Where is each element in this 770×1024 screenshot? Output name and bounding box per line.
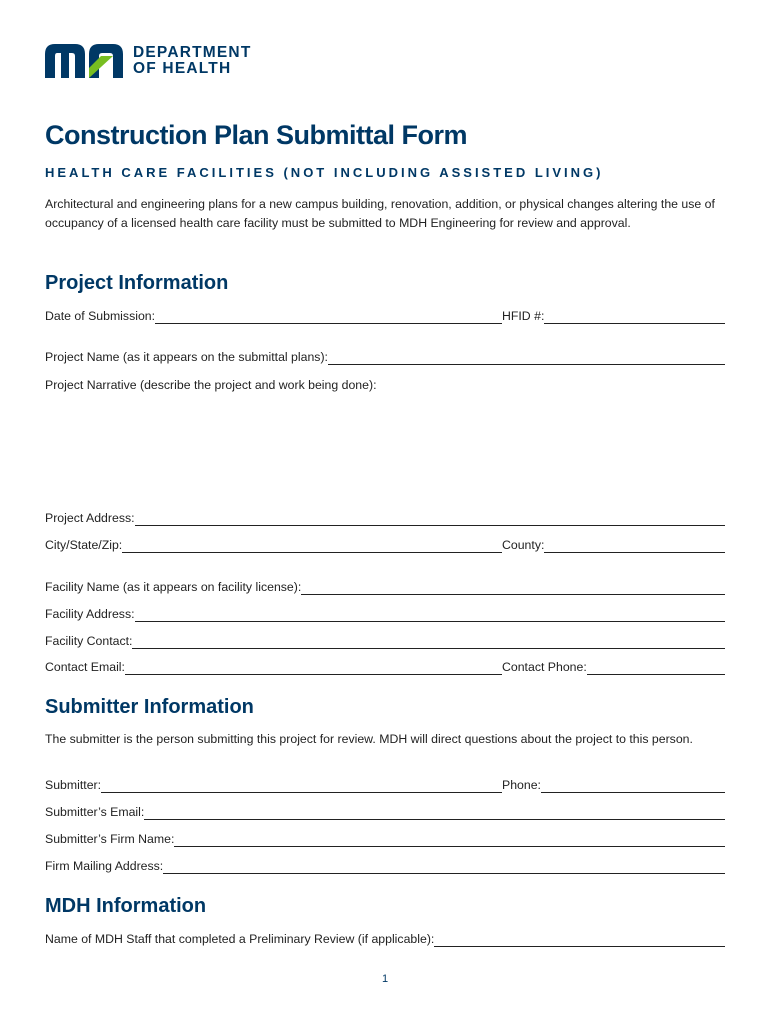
county-field[interactable] — [544, 536, 725, 553]
row-city-county — [45, 535, 725, 553]
submitter-note: The submitter is the person submitting this project for review. MDH will direct questions about the project to this person. — [45, 732, 693, 746]
facility-name-field[interactable] — [301, 578, 725, 595]
section-heading-mdh: MDH Information — [45, 895, 207, 917]
firm-mailing-field[interactable] — [163, 857, 725, 874]
date-field[interactable] — [155, 307, 502, 324]
contact-email-label: Contact Email: — [45, 660, 125, 674]
row-mdh-staff — [45, 929, 725, 947]
intro-paragraph: Architectural and engineering plans for a new campus building, renovation, addition, or physical changes altering the use of occupancy of a licensed health care facility must be submitted to MDH Engineering for review and approval. — [45, 197, 715, 230]
row-project-name — [45, 347, 725, 365]
facility-contact-field[interactable] — [132, 632, 725, 649]
phone-label: Phone: — [502, 778, 541, 792]
project-name-field[interactable] — [328, 348, 725, 365]
narrative-field[interactable] — [45, 395, 725, 505]
logo-line1: DEPARTMENT — [133, 44, 252, 61]
facility-contact-label: Facility Contact: — [45, 634, 133, 648]
row-facility-name — [45, 577, 725, 595]
mdh-staff-field[interactable] — [434, 930, 725, 947]
logo-wordmark — [133, 45, 252, 77]
contact-email-field[interactable] — [125, 658, 502, 675]
facility-address-field[interactable] — [135, 605, 725, 622]
project-name-label: Project Name (as it appears on the submittal plans): — [45, 350, 328, 364]
contact-phone-label: Contact Phone: — [502, 660, 587, 674]
row-submitter-phone — [45, 775, 725, 793]
page-subtitle: HEALTH CARE FACILITIES (NOT INCLUDING ASSISTED LIVING) — [45, 165, 604, 180]
mdh-logo — [45, 44, 252, 78]
row-facility-contact — [45, 631, 725, 649]
row-firm-mailing — [45, 856, 725, 874]
submitter-email-label: Submitter’s Email: — [45, 805, 145, 819]
firm-mailing-label: Firm Mailing Address: — [45, 859, 164, 873]
facility-name-label: Facility Name (as it appears on facility license): — [45, 580, 302, 594]
contact-phone-field[interactable] — [587, 658, 725, 675]
row-submitter-email — [45, 802, 725, 820]
page-title: Construction Plan Submittal Form — [45, 120, 468, 150]
mn-logo-icon — [45, 44, 123, 78]
section-heading-project: Project Information — [45, 272, 229, 294]
phone-field[interactable] — [541, 776, 725, 793]
section-heading-submitter: Submitter Information — [45, 696, 254, 718]
mdh-staff-label: Name of MDH Staff that completed a Preliminary Review (if applicable): — [45, 932, 435, 946]
row-project-address — [45, 508, 725, 526]
row-facility-address — [45, 604, 725, 622]
firm-name-field[interactable] — [174, 830, 725, 847]
row-date-hfid — [45, 306, 725, 324]
narrative-label: Project Narrative (describe the project and work being done): — [45, 378, 377, 392]
hfid-field[interactable] — [544, 307, 725, 324]
submitter-field[interactable] — [101, 776, 502, 793]
city-field[interactable] — [122, 536, 502, 553]
logo-line2: OF HEALTH — [133, 60, 232, 77]
submitter-email-field[interactable] — [144, 803, 725, 820]
firm-name-label: Submitter’s Firm Name: — [45, 832, 175, 846]
hfid-label: HFID #: — [502, 309, 545, 323]
date-label: Date of Submission: — [45, 309, 156, 323]
row-contact-email-phone — [45, 657, 725, 675]
city-label: City/State/Zip: — [45, 538, 123, 552]
row-narrative — [45, 375, 725, 393]
project-address-field[interactable] — [135, 509, 725, 526]
row-firm-name — [45, 829, 725, 847]
submitter-label: Submitter: — [45, 778, 102, 792]
project-address-label: Project Address: — [45, 511, 135, 525]
page-number: 1 — [381, 973, 389, 985]
county-label: County: — [502, 538, 545, 552]
facility-address-label: Facility Address: — [45, 607, 135, 621]
